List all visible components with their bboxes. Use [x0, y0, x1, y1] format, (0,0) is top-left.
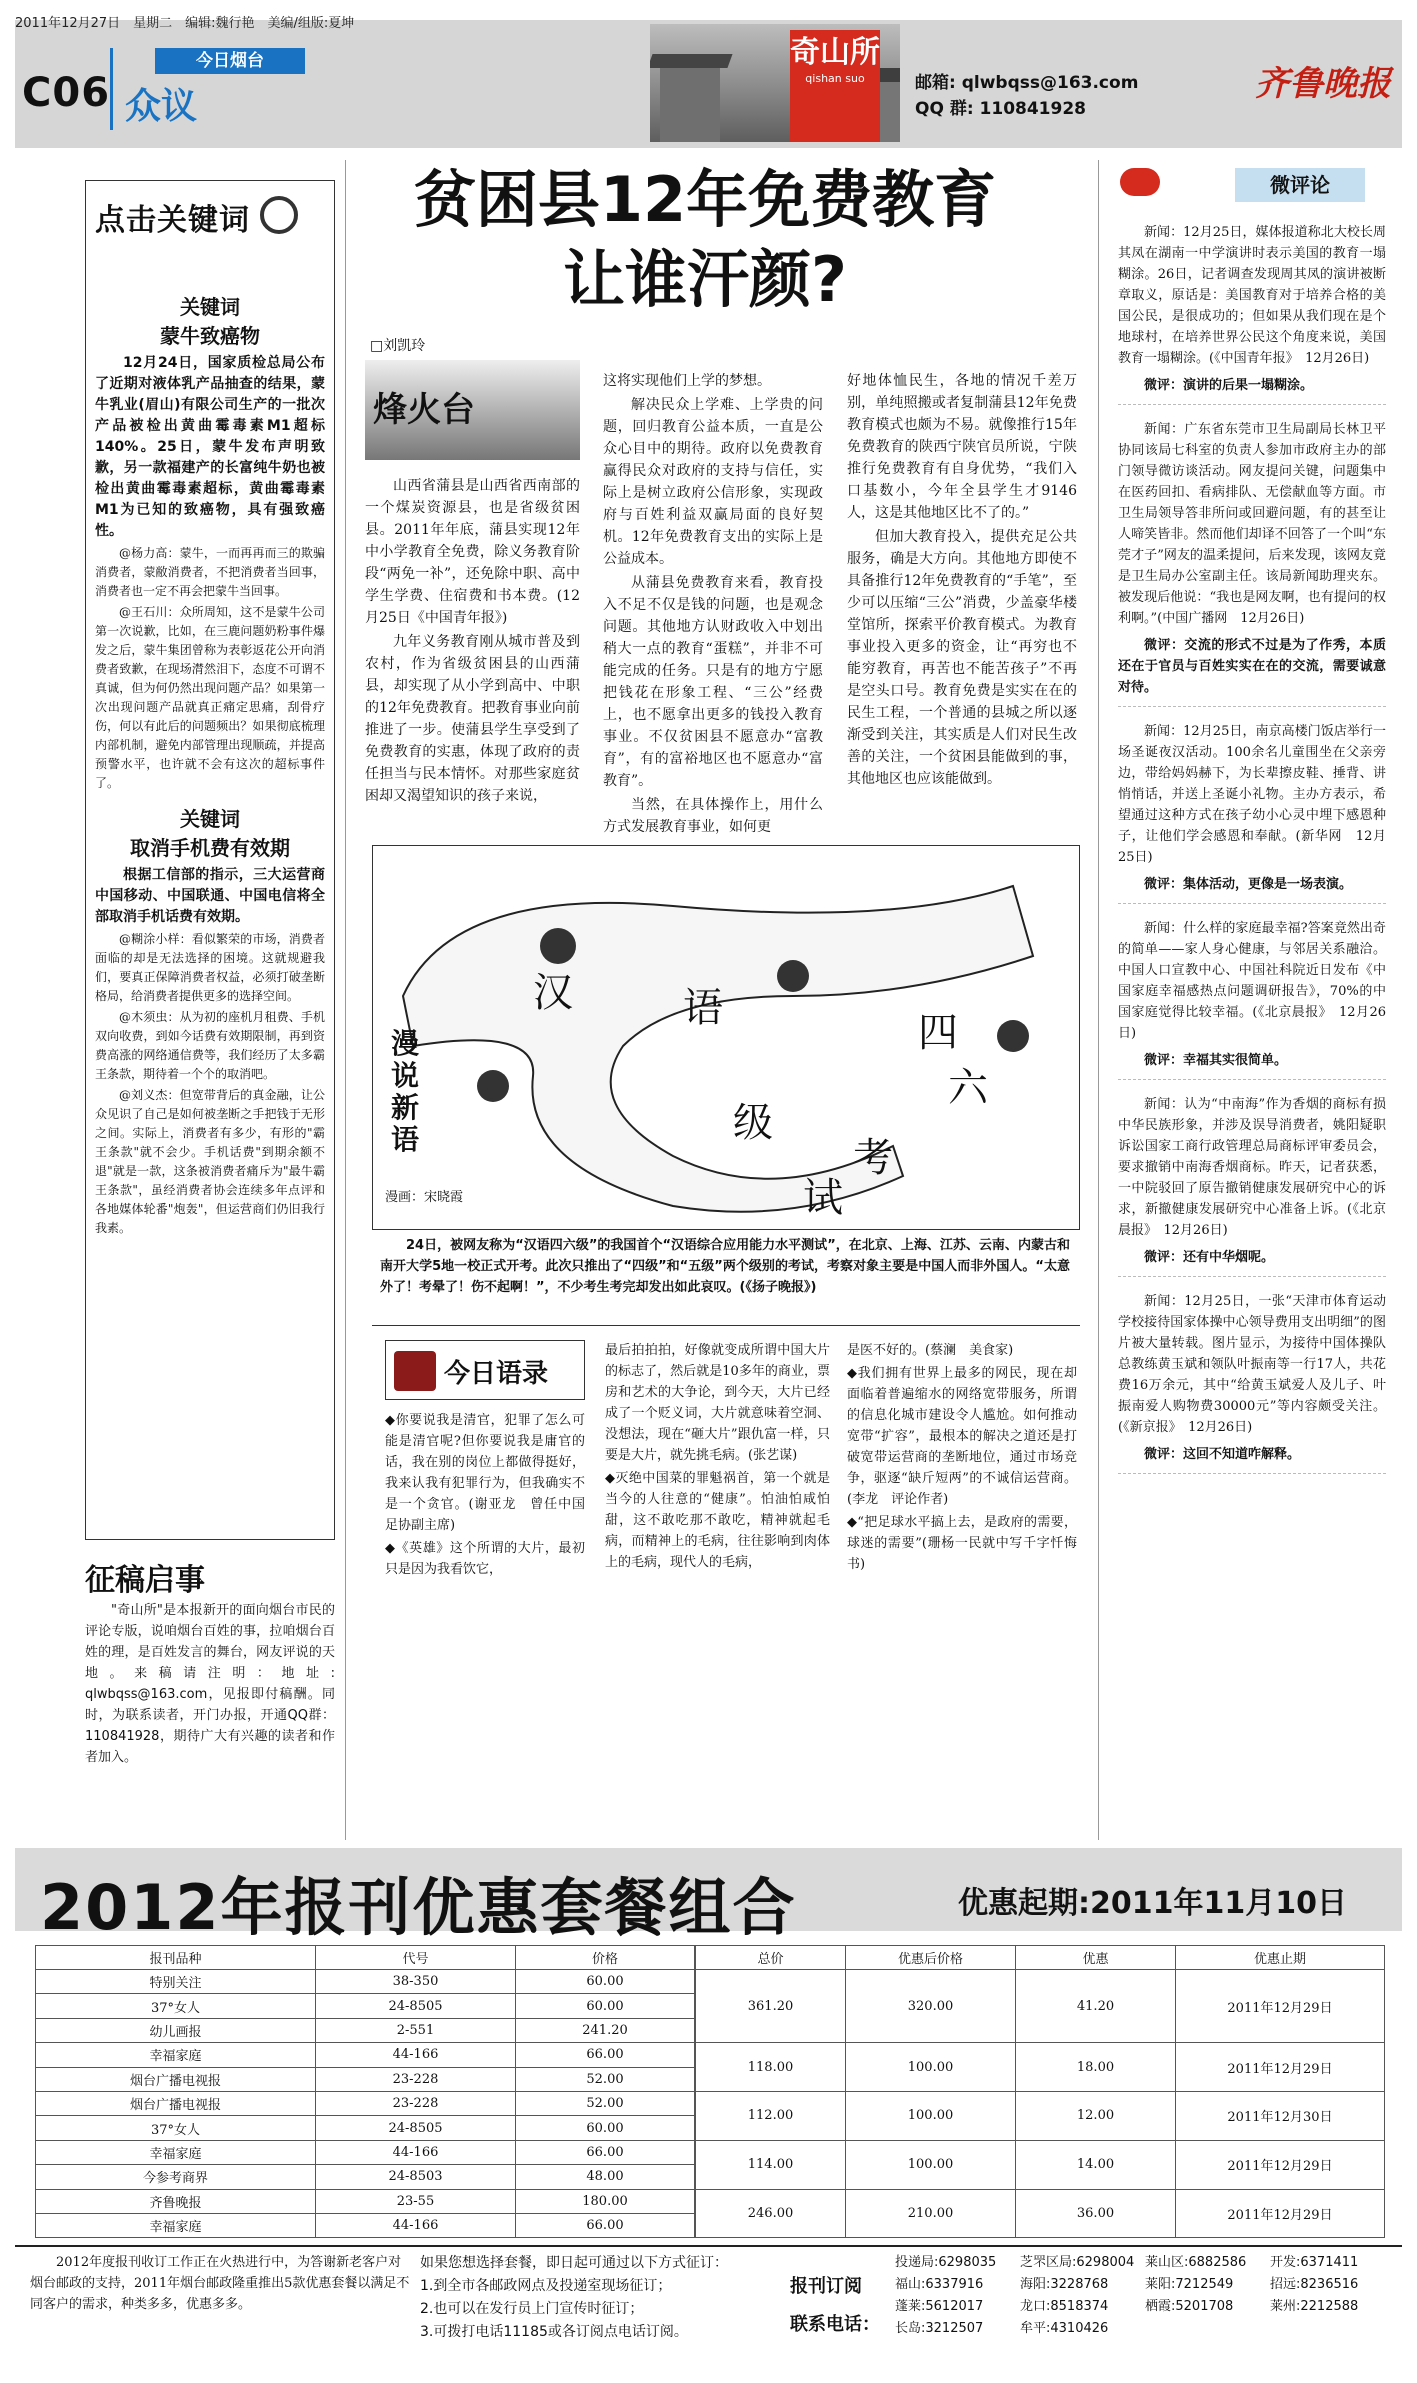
cartoon-char: 六	[948, 1065, 988, 1111]
article-col-2: 这将实现他们上学的梦想。 解决民众上学难、上学贵的问题，回归教育公益本质，一直是公众心目中的期待。政府以免费教育赢得民众对政府的支持与信任，实际上是树立政府公信形象，实现政府与百姓利益双赢局面的良好契机。12年免费教育支出的实际上是公益成本。 从蒲县免费教育来看，教育投入不足不仅是钱的问题，也是观念问题。其他地方认财政收入中划出稍大一点的教育“蛋糕”，并非不可能完成的任务。只是有的地方宁愿把钱花在形象工程、“三公”经费上，也不愿拿出更多的钱投入教育事业。不仅贫困县不愿意办“富教育”，有的富裕地区也不愿意办“富教育”。 当然，在具体操作上，用什么方式发展教育事业，如何更	[603, 373, 823, 835]
table-row: 37°女人 24-8505 60.00	[36, 2116, 695, 2140]
ad-date: 优惠起期:2011年11月10日	[958, 1886, 1347, 1921]
weibo-comment: 微评：幸福其实很简单。	[1118, 1050, 1386, 1080]
table-row: 幸福家庭 44-166 66.00	[36, 2213, 695, 2237]
weibo-news: 新闻：广东省东莞市卫生局副局长林卫平协同该局七科室的负责人参加市政府主办的部门领导微访谈活动。网友提问关键，问题集中在医药回扣、看病排队、无偿献血等方面。市卫生局领导答非所问或回避问题，有的甚至让人啼笑皆非。然而他们却译不回答了一个叫“东莞才子”网友的温柔提问，后来发现，该网友竟是卫生局办公室副主任。该局新闻助理夹东。被发现后他说：“我也是网友啊，也有提问的权利啊。”(中国广播网 12月26日)	[1118, 422, 1386, 626]
page-number: C06	[22, 70, 111, 116]
phone-entry: 海阳:3228768	[1020, 2277, 1109, 2292]
weibo-news: 新闻：12月25日，南京高楼门饭店举行一场圣诞夜汉活动。100余名儿童围坐在父亲旁边，带给妈妈赫下，为长辈擦皮鞋、捶背、讲悄悄话，并送上圣诞小礼物。主办方表示，希望通过这种方式在孩子幼小心灵中埋下感恩种子，让他们学会感恩和奉献。(新华网 12月25日)	[1118, 724, 1386, 865]
table-row: 114.00 100.00 14.00 2011年12月29日	[696, 2140, 1385, 2189]
phone-entry: 莱山区:6882586	[1145, 2255, 1247, 2270]
comment: @杨力高：蒙牛，一而再再而三的欺骗消费者，蒙敝消费者，不把消费者当回事，消费者也一定不再会把蒙牛当回事。	[95, 546, 325, 598]
phone-entry: 长岛:3212507	[895, 2321, 984, 2336]
table-row: 今参考商界 24-8503 48.00	[36, 2165, 695, 2189]
table-row: 特别关注 38-350 60.00	[36, 1970, 695, 1994]
magnifier-icon	[260, 196, 298, 234]
qishansuo-logo: 奇山所 qishan suo	[790, 30, 880, 142]
phone-entry: 牟平:4310426	[1020, 2321, 1109, 2336]
weibo-news: 新闻：12月25日，媒体报道称北大校长周其凤在湖南一中学演讲时表示美国的教育一塌糊涂。26日，记者调查发现周其凤的演讲被断章取义，原话是：美国教育对于培养合格的美国公民，是很成功的；但如果从我们现在是个地球村，在培养世界公民这个角度来说，美国教育一塌糊涂。(《中国青年报》 12月26日)	[1118, 225, 1386, 366]
comment: @王石川：众所周知，这不是蒙牛公司第一次说歉，比如，在三鹿问题奶粉事件爆发之后，蒙牛集团曾称为表彰返花公开向消费者致歉，在现场潸然泪下，态度不可谓不真诚，但为何仍然出现问题产品？如果第一次出现问题产品就真正痛定思痛，刮骨疗伤，何以有此后的问题频出？如果彻底梳理内部机制，避免内部管理出现顺疏，并提高预警水平，也许就不会有这次的超标事件了。	[95, 605, 325, 790]
call-title: 征稿启事	[85, 1563, 205, 1598]
cartoon-char: 试	[803, 1175, 843, 1221]
phone-entry: 开发:6371411	[1270, 2255, 1359, 2270]
phone-entry: 招远:8236516	[1270, 2277, 1359, 2292]
comment: @刘义杰：但宽带背后的真金融，让公众见识了自己是如何被垄断之手把钱于无形之间。实际上，消费者有多少，有形的"霸王条款"就不会少。手机话费"到期余额不退"就是一款，这条被消费者痛斥为"最牛霸王条款"，虽经消费者协会连续多年点评和各地媒体轮番"炮轰"，但运营商们仍旧我行我素。	[95, 1088, 325, 1235]
ad-note: 2012年度报刊收订工作正在火热进行中，为答谢新老客户对烟台邮政的支持，2011年烟台邮政隆重推出5款优惠套餐以满足不同客户的需求，种类多多，优惠多多。	[30, 2255, 410, 2312]
table-row: 118.00 100.00 18.00 2011年12月29日	[696, 2043, 1385, 2092]
cartoon-char: 考	[853, 1135, 893, 1181]
masthead: 齐鲁晚报	[1255, 64, 1391, 104]
weibo-news: 新闻：12月25日，一张“天津市体育运动学校接待国家体操中心领导费用支出明细”的图片被大量转载。图片显示，为接待中国体操队总教练黄玉斌和领队叶振南等一行17人，共花费16万余元，其中“给黄玉斌爱人及儿子、叶振南爱人购物费30000元”等内容颇受关注。(《新京报》 12月26日)	[1118, 1294, 1386, 1435]
beacon-tower-image: 烽火台	[365, 360, 580, 460]
keyword-lead-2: 根据工信部的指示，三大运营商中国移动、中国联通、中国电信将全部取消手机话费有效期。	[95, 867, 325, 925]
ad-contact-labels: 报刊订阅 联系电话：	[790, 2276, 880, 2335]
phone-entry: 莱阳:7212549	[1145, 2277, 1234, 2292]
comment: @木须虫：从为初的座机月租费、手机双向收费，到如今话费有效期限制，再到资费高涨的网络通信费等，我们经历了太多霸王条款，期待着一个个的取消吧。	[95, 1010, 325, 1081]
quotes-col-3: 是医不好的。(蔡澜 美食家) ◆我们拥有世界上最多的网民，现在却面临着普遍缩水的网络宽带服务，所谓的信息化城市建设令人尴尬。如何推动宽带“扩容”，最根本的解决之道还是打破宽带运营商的垄断地位，通过市场竞争，驱逐“缺斤短两”的不诚信运营商。(李龙 评论作者) ◆“把足球水平搞上去，是政府的需要，球迷的需要”(珊杨一民就中写千字忏悔书)	[847, 1343, 1077, 1572]
phone-entry: 莱州:2212588	[1270, 2299, 1359, 2314]
table-row: 烟台广播电视报 23-228 52.00	[36, 2067, 695, 2091]
quotes-header: 今日语录	[385, 1340, 585, 1400]
article-col-1: 山西省蒲县是山西省西南部的一个煤炭资源县，也是省级贫困县。2011年年底，蒲县实现12年中小学教育全免费，除义务教育阶段“两免一补”，还免除中职、高中学生学费、住宿费和书本费。(12月25日《中国青年报》) 九年义务教育刚从城市普及到农村，作为省级贫困县的山西蒲县，却实现了从小学到高中、中职的12年免费教育。把教育事业向前推进了一步。使蒲县学生享受到了免费教育的实惠，体现了政府的责任担当与民本情怀。对那些家庭贫困却又渴望知识的孩子来说，	[365, 478, 580, 804]
cartoon-char: 汉	[533, 970, 573, 1016]
weibo-comment: 微评：交流的形式不过是为了作秀，本质还在于官员与百姓实实在在的交流，需要诚意对待。	[1118, 635, 1386, 707]
cartoon-title: 漫说新语	[391, 1027, 420, 1156]
qq-text: QQ 群: 110841928	[915, 99, 1086, 119]
weibo-comment: 微评：这回不知道咋解释。	[1118, 1444, 1386, 1474]
weibo-news: 新闻：认为“中南海”作为香烟的商标有损中华民族形象，并涉及误导消费者，姚阳疑职诉讼国家工商行政管理总局商标评审委员会，要求撤销中南海香烟商标。昨天，记者获悉，一中院驳回了原告撤销健康发展研究中心的诉求，新撤健康发展研究中心准备上诉。(《北京晨报》 12月26日)	[1118, 1097, 1386, 1238]
cartoon-author: 漫画：宋晓霞	[385, 1190, 464, 1205]
phone-entry: 投递局:6298035	[895, 2255, 997, 2270]
cartoon-char: 四	[918, 1010, 958, 1056]
table-row: 烟台广播电视报 23-228 52.00	[36, 2091, 695, 2115]
headline: 贫困县12年免费教育 让谁汗颜?	[413, 163, 997, 316]
speech-bubble-icon	[1120, 168, 1160, 196]
weibo-column	[1118, 222, 1386, 1488]
ad-title: 2012年报刊优惠套餐组合	[40, 1871, 797, 1944]
weibo-comment: 微评：还有中华烟呢。	[1118, 1247, 1386, 1277]
comment: @糊涂小样：看似繁荣的市场，消费者面临的却是无法选择的困境。这就规避我们，要真正保障消费者权益，必须打破垄断格局，给消费者提供更多的选择空间。	[95, 932, 325, 1003]
email-text: 邮箱: qlwbqss@163.com	[915, 73, 1139, 93]
byline: □刘凯玲	[370, 338, 426, 354]
table-row: 幼儿画报 2-551 241.20	[36, 2018, 695, 2042]
keyword-lead-1: 12月24日，国家质检总局公布了近期对液体乳产品抽查的结果，蒙牛乳业(眉山)有限公司生产的一批次产品被检出黄曲霉毒素M1超标140%。25日，蒙牛发布声明致歉，另一款福建产的长富纯牛奶也被检出黄曲霉毒素超标，黄曲霉毒素M1为已知的致癌物，具有强致癌性。	[95, 355, 325, 539]
weibo-news: 新闻：什么样的家庭最幸福?答案竟然出奇的简单——家人身心健康，与邻居关系融洽。中国人口宣教中心、中国社科院近日发布《中国家庭幸福感热点问题调研报告》，70%的中国家庭觉得比较幸福。(《北京晨报》 12月26日)	[1118, 921, 1386, 1041]
keyword-heading-2: 关键词 取消手机费有效期	[130, 807, 290, 860]
cartoon-char: 语	[683, 985, 723, 1031]
cartoon-caption: 24日，被网友称为“汉语四六级”的我国首个“汉语综合应用能力水平测试”，在北京、上海、江苏、云南、内蒙古和南开大学5地一校正式开考。此次只推出了“四级”和“五级”两个级别的考试，考察对象主要是中国人而非外国人。“太意外了！考晕了！伤不起啊！”，不少考生考完却发出如此哀叹。(《扬子晚报》)	[380, 1238, 1070, 1295]
scroll-illustration	[373, 846, 1080, 1230]
book-icon	[394, 1351, 436, 1391]
table-row: 幸福家庭 44-166 66.00	[36, 2043, 695, 2067]
keyword-column	[95, 285, 325, 1240]
phone-entry: 龙口:8518374	[1020, 2299, 1109, 2314]
weibo-title: 微评论	[1235, 168, 1365, 202]
phone-entry: 芝罘区局:6298004	[1020, 2255, 1135, 2270]
cartoon	[372, 845, 1080, 1230]
cartoon-char: 级	[733, 1100, 773, 1146]
call-body: "奇山所"是本报新开的面向烟台市民的评论专版，说咱烟台百姓的事，拉咱烟台百姓的理，是百姓发言的舞台，网友评说的天地。来稿请注明：地址: qlwbqss@163.com，见报即付稿酬。同时，为联系读者，开门办报，开通QQ群：110841928，期待广大有兴趣的读者和作者加入。	[85, 1603, 335, 1765]
section-title: 众议	[125, 85, 198, 127]
ad-howto: 如果您想选择套餐，即日起可通过以下方式征订： 1.到全市各邮政网点及投递室现场征订； 2.也可以在发行员上门宣传时征订； 3.可拨打电话11185或各订阅点电话订阅。	[420, 2255, 728, 2340]
contact-info	[915, 70, 1138, 122]
date-editor-line: 2011年12月27日 星期二 编辑:魏行艳 美编/组版:夏坤	[15, 16, 355, 31]
keyword-heading-1: 关键词 蒙牛致癌物	[160, 295, 260, 348]
ad-table-left: 报刊品种 代号 价格 特别关注 38-350 60.00 37°女人 24-8505 60.00 幼儿画报 2-551 241.20 幸福家庭 44-166 66.00 烟台广播电视报 23-228 52.00 烟台广播电视报 23-228 52.00 37°女人 24-8505 60.00 幸福家庭 44-166 66.00 今参考商界 24-8503 48.00 齐鲁晚报 23-55 180.00 幸福家庭 44-166 66.00	[35, 1945, 695, 2238]
weibo-comment: 微评：集体活动，更像是一场表演。	[1118, 874, 1386, 904]
section-tag: 今日烟台	[155, 48, 305, 74]
table-row: 112.00 100.00 12.00 2011年12月30日	[696, 2091, 1385, 2140]
table-row: 37°女人 24-8505 60.00	[36, 1994, 695, 2018]
quotes-col-1: ◆你要说我是清官，犯罪了怎么可能是清官呢?但你要说我是庸官的话，我在别的岗位上都做得挺好，我来认我有犯罪行为，但我确实不是一个贪官。(谢亚龙 曾任中国足协副主席) ◆《英雄》这个所谓的大片，最初只是因为我看饮它，	[385, 1413, 585, 1577]
quotes-col-2: 最后拍拍拍，好像就变成所谓中国大片的标志了，然后就是10多年的商业，票房和艺术的大争论，到今天，大片已经成了一个贬义词，大片就意味着空洞、没想法，现在“砸大片”跟仇富一样，只要是大片，就先挑毛病。(张艺谋) ◆灭绝中国菜的罪魁祸首，第一个就是当今的人往意的“健康”。怕油怕咸怕甜，这不敢吃那不敢吃，精神就起毛病，而精神上的毛病，往往影响到肉体上的毛病，现代人的毛病，	[605, 1343, 830, 1570]
weibo-comment: 微评：演讲的后果一塌糊涂。	[1118, 375, 1386, 405]
table-row: 246.00 210.00 36.00 2011年12月29日	[696, 2189, 1385, 2238]
table-row: 幸福家庭 44-166 66.00	[36, 2140, 695, 2164]
table-row: 齐鲁晚报 23-55 180.00	[36, 2189, 695, 2213]
table-row: 361.20 320.00 41.20 2011年12月29日	[696, 1970, 1385, 2043]
ad-phone-list	[895, 2252, 1395, 2340]
phone-entry: 蓬莱:5612017	[895, 2299, 984, 2314]
phone-entry: 福山:6337916	[895, 2277, 984, 2292]
phone-entry: 栖霞:5201708	[1145, 2299, 1234, 2314]
keyword-badge: 点击关键词	[95, 203, 250, 238]
ad-table-right: 总价 优惠后价格 优惠 优惠止期 361.20 320.00 41.20 2011年12月29日 118.00 100.00 18.00 2011年12月29日 112.00 100.00 12.00 2011年12月30日 114.00 100.00 14.00 2011年12月29日 246.00 210.00 36.00 2011年12月29日	[695, 1945, 1385, 2238]
section-divider	[110, 48, 113, 130]
article-col-3: 好地体恤民生，各地的情况千差万别，单纯照搬或者复制蒲县12年免费教育模式也颇为不易。就像推行15年免费教育的陕西宁陕官员所说，宁陕推行免费教育有自身优势，“我们入口基数小，今年全县学生才9146人，这是其他地区比不了的。” 但加大教育投入，提供充足公共服务，确是大方向。其他地方即使不具备推行12年免费教育的“手笔”，至少可以压缩“三公”消费，少盖豪华楼堂馆所，探索平价教育模式。为教育事业投入更多的资金，让“再穷也不能穷教育，再苦也不能苦孩子”不再是空头口号。教育免费是实实在在的民生工程，一个普通的县城之所以逐渐受到关注，其实质是人们对民生改善的关注，一个贫困县能做到的事，其他地区也应该能做到。	[847, 373, 1077, 787]
